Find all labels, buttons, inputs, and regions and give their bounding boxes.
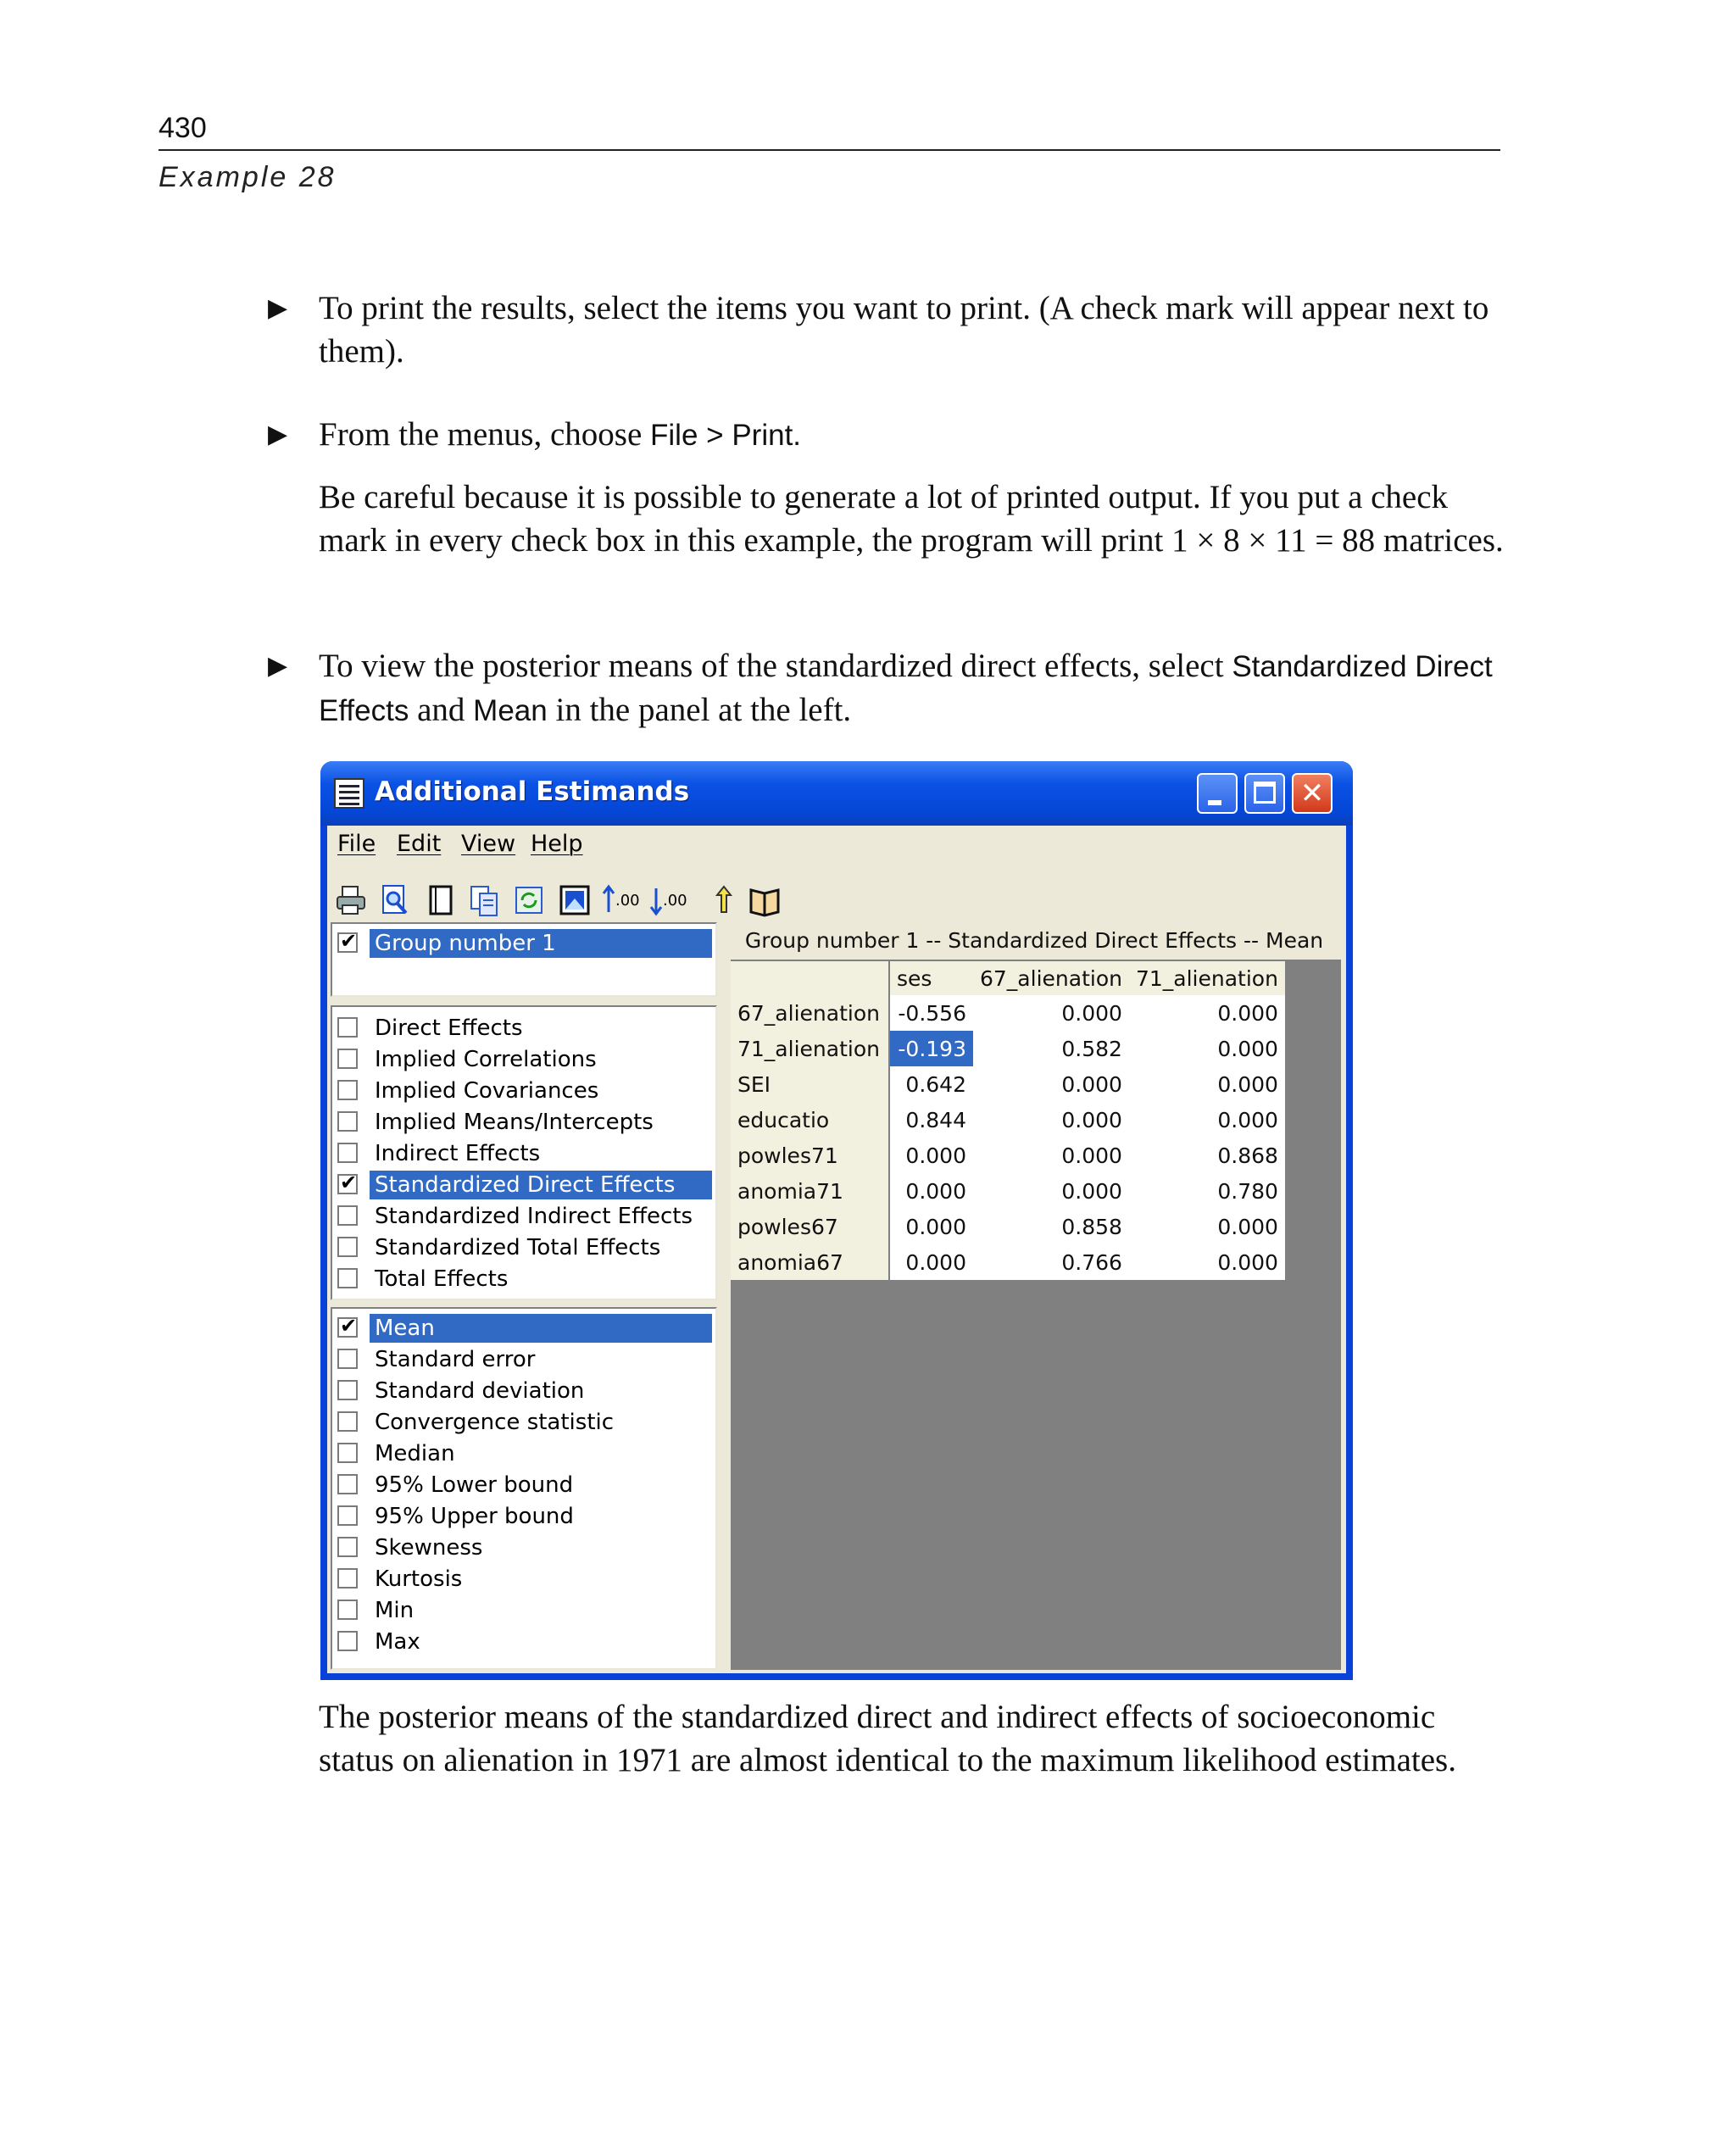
- page-number: 430: [159, 112, 207, 144]
- svg-text:.00: .00: [615, 892, 640, 910]
- toolbar: [327, 873, 1346, 927]
- checkbox[interactable]: [337, 1631, 358, 1651]
- checkbox[interactable]: [337, 1474, 358, 1494]
- checkbox[interactable]: [337, 1505, 358, 1526]
- checkbox-checked[interactable]: [337, 932, 358, 953]
- step-text: To view the posterior means of the standardized direct effects, select Standardized Direct Effects and Mean in the panel at the left.: [319, 648, 1493, 728]
- checkbox[interactable]: [337, 1017, 358, 1038]
- row-header: SEI: [731, 1066, 889, 1102]
- ui-term-sde: Standardized Direct Effects: [319, 650, 1493, 727]
- table-cell[interactable]: 0.000: [1217, 1071, 1278, 1097]
- menu-file[interactable]: File: [337, 831, 376, 857]
- estimand-list-panel: [331, 1005, 717, 1300]
- statistic-row[interactable]: Skewness: [337, 1532, 712, 1562]
- table-cell[interactable]: 0.582: [1061, 1036, 1122, 1061]
- ui-term-mean: Mean: [473, 694, 548, 727]
- checkbox-checked[interactable]: [337, 1174, 358, 1194]
- svg-text:.00: .00: [663, 892, 687, 910]
- table-cell[interactable]: 0.858: [1061, 1214, 1122, 1239]
- paragraph-careful: Be careful because it is possible to generate a lot of printed output. If you put a check mark in every check box in this example, the program will print 1 × 8 × 11 = 88 matrices.: [319, 479, 1504, 559]
- checkbox-checked[interactable]: [337, 1317, 358, 1338]
- estimand-row[interactable]: Implied Covariances: [337, 1075, 712, 1105]
- checkbox[interactable]: [337, 1443, 358, 1463]
- copy-table-icon[interactable]: [468, 883, 502, 917]
- row-header: powles67: [731, 1209, 889, 1244]
- step-print-results: [268, 287, 1505, 373]
- table-row: [731, 1173, 1285, 1209]
- increase-decimals-icon[interactable]: [602, 883, 643, 917]
- column-header: ses: [889, 961, 973, 995]
- estimand-row[interactable]: Standardized Indirect Effects: [337, 1200, 712, 1231]
- group-row[interactable]: [337, 927, 712, 958]
- table-cell[interactable]: 0.844: [905, 1107, 966, 1132]
- table-cell[interactable]: 0.868: [1217, 1143, 1278, 1168]
- row-header: anomia71: [731, 1173, 889, 1209]
- statistic-row-selected[interactable]: ✔ Mean: [337, 1312, 712, 1343]
- copy-icon[interactable]: [424, 883, 458, 917]
- table-cell[interactable]: -0.556: [898, 1000, 966, 1026]
- table-cell[interactable]: 0.000: [1217, 1249, 1278, 1275]
- column-header: 71_alienation: [1129, 961, 1285, 995]
- bullet-arrow-icon: ▶: [268, 420, 288, 449]
- table-row: [731, 995, 1285, 1031]
- estimand-row[interactable]: Implied Means/Intercepts: [337, 1106, 712, 1137]
- table-cell[interactable]: 0.000: [905, 1143, 966, 1168]
- help-book-icon[interactable]: [748, 883, 782, 917]
- table-cell[interactable]: 0.000: [1061, 1071, 1122, 1097]
- checkbox[interactable]: [337, 1111, 358, 1132]
- statistic-row[interactable]: 95% Lower bound: [337, 1469, 712, 1499]
- menu-view[interactable]: View: [461, 831, 516, 857]
- checkbox[interactable]: [337, 1380, 358, 1400]
- table-cell[interactable]: 0.000: [905, 1214, 966, 1239]
- checkbox[interactable]: [337, 1080, 358, 1100]
- table-cell[interactable]: 0.642: [905, 1071, 966, 1097]
- table-cell[interactable]: 0.000: [1061, 1143, 1122, 1168]
- table-row: [731, 1138, 1285, 1173]
- group-label: Group number 1: [370, 929, 712, 958]
- corner-cell: [731, 961, 889, 995]
- bullet-arrow-icon: ▶: [268, 293, 288, 323]
- view-picture-icon[interactable]: [558, 883, 592, 917]
- table-row: [731, 1209, 1285, 1244]
- menu-bar: [327, 826, 1346, 873]
- estimand-row[interactable]: Direct Effects: [337, 1012, 712, 1043]
- ui-term-print: Print.: [732, 419, 802, 452]
- paragraph-closing: The posterior means of the standardized direct and indirect effects of socioeconomic status on alienation in 1971 are almost identical to the maximum likelihood estimates.: [319, 1699, 1456, 1778]
- step-file-print: [268, 413, 1505, 457]
- group-list-panel: [331, 922, 717, 997]
- statistic-row[interactable]: Standard error: [337, 1344, 712, 1374]
- running-head: Example 28: [159, 161, 337, 193]
- title-bar[interactable]: [320, 761, 1353, 826]
- checkbox[interactable]: [337, 1537, 358, 1557]
- window-title: Additional Estimands: [375, 776, 690, 807]
- maximize-button[interactable]: [1244, 773, 1285, 814]
- table-row: [731, 1244, 1285, 1280]
- step-text: From the menus, choose File > Print.: [319, 416, 802, 453]
- estimand-row-selected[interactable]: ✔ Standardized Direct Effects: [337, 1169, 712, 1199]
- table-cell[interactable]: 0.780: [1217, 1178, 1278, 1204]
- estimand-row[interactable]: Total Effects: [337, 1263, 712, 1294]
- checkbox[interactable]: [337, 1143, 358, 1163]
- decrease-decimals-icon[interactable]: [649, 883, 690, 917]
- header-rule: [159, 149, 1500, 151]
- table-cell[interactable]: 0.000: [1217, 1107, 1278, 1132]
- menu-edit[interactable]: Edit: [397, 831, 442, 857]
- statistic-row[interactable]: Standard deviation: [337, 1375, 712, 1405]
- row-header: educatio: [731, 1102, 889, 1138]
- statistic-row[interactable]: Min: [337, 1594, 712, 1625]
- table-row: [731, 1031, 1285, 1066]
- row-header: 67_alienation: [731, 995, 889, 1031]
- step-view-posterior: [268, 644, 1505, 732]
- statistic-row[interactable]: 95% Upper bound: [337, 1500, 712, 1531]
- checkbox[interactable]: [337, 1268, 358, 1288]
- column-header: 67_alienation: [973, 961, 1129, 995]
- table-cell[interactable]: 0.000: [1217, 1036, 1278, 1061]
- results-table: [731, 961, 1285, 1280]
- table-cell[interactable]: 0.000: [1217, 1000, 1278, 1026]
- estimand-row[interactable]: Indirect Effects: [337, 1138, 712, 1168]
- table-row: [731, 1102, 1285, 1138]
- table-cell[interactable]: 0.000: [1061, 1107, 1122, 1132]
- print-preview-icon[interactable]: [378, 883, 412, 917]
- row-header: 71_alienation: [731, 1031, 889, 1066]
- statistic-row[interactable]: Median: [337, 1438, 712, 1468]
- table-cell[interactable]: 0.766: [1061, 1249, 1122, 1275]
- estimand-row[interactable]: Implied Correlations: [337, 1043, 712, 1074]
- table-cell-highlighted[interactable]: -0.193: [889, 1031, 973, 1066]
- table-cell[interactable]: 0.000: [1061, 1178, 1122, 1204]
- close-icon: ✕: [1299, 776, 1325, 810]
- checkbox[interactable]: [337, 1237, 358, 1257]
- checkbox[interactable]: [337, 1600, 358, 1620]
- statistic-list-panel: [331, 1307, 717, 1670]
- checkbox[interactable]: [337, 1049, 358, 1069]
- statistic-row[interactable]: Kurtosis: [337, 1563, 712, 1594]
- estimand-row[interactable]: Standardized Total Effects: [337, 1232, 712, 1262]
- close-button[interactable]: [1292, 773, 1333, 814]
- table-cell[interactable]: 0.000: [905, 1178, 966, 1204]
- row-header: anomia67: [731, 1244, 889, 1280]
- step-text: To print the results, select the items you want to print. (A check mark will appear next to them).: [319, 290, 1489, 370]
- table-header-row: [731, 961, 1285, 995]
- row-header: powles71: [731, 1138, 889, 1173]
- checkbox[interactable]: [337, 1411, 358, 1432]
- menu-help[interactable]: Help: [531, 831, 583, 857]
- checkbox[interactable]: [337, 1205, 358, 1226]
- statistic-row[interactable]: Convergence statistic: [337, 1406, 712, 1437]
- results-heading: Group number 1 -- Standardized Direct Effects -- Mean: [744, 928, 1324, 953]
- print-icon[interactable]: [334, 883, 368, 917]
- minimize-button[interactable]: [1197, 773, 1238, 814]
- ui-term-file: File: [650, 419, 698, 452]
- app-grid-icon: [334, 778, 364, 809]
- checkbox[interactable]: [337, 1349, 358, 1369]
- help-pointer-icon[interactable]: [707, 883, 741, 917]
- table-cell[interactable]: 0.000: [1217, 1214, 1278, 1239]
- refresh-icon[interactable]: [512, 883, 546, 917]
- bullet-arrow-icon: ▶: [268, 651, 288, 681]
- checkbox[interactable]: [337, 1568, 358, 1589]
- table-cell[interactable]: 0.000: [905, 1249, 966, 1275]
- table-row: [731, 1066, 1285, 1102]
- statistic-row[interactable]: Max: [337, 1626, 712, 1656]
- table-cell[interactable]: 0.000: [1061, 1000, 1122, 1026]
